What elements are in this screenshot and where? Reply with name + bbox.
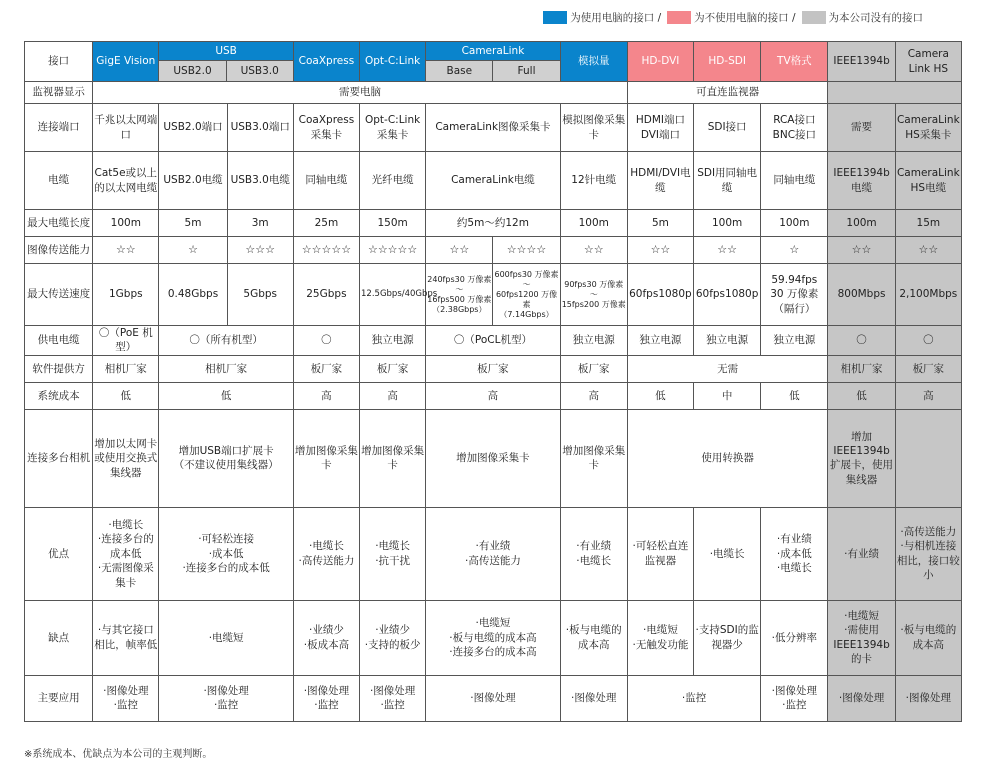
- bullet-item: ·与其它接口相比，帧率低: [94, 624, 158, 651]
- bullet-item: ·板与电缆的成本高: [449, 631, 537, 644]
- speed-cl-full-line: 600fps30 万像素: [494, 269, 559, 279]
- header-tv: TV格式: [761, 42, 828, 82]
- cost-clhs: 高: [895, 382, 961, 409]
- header-gige: GigE Vision: [93, 42, 159, 82]
- row-label: 软件提供方: [25, 355, 93, 382]
- image-cl-full: ☆☆☆☆: [493, 237, 560, 264]
- bullet-item: ·电缆长: [308, 540, 344, 553]
- bullet-item: ·图像处理: [203, 684, 249, 697]
- row-multi: [25, 409, 962, 507]
- software-analog: 板厂家: [560, 355, 627, 382]
- cable-cl: CameraLink电缆: [426, 152, 560, 210]
- row-label: 主要应用: [25, 675, 93, 721]
- bullet-item: ·电缆短: [208, 631, 244, 644]
- bullet-item: ·需使用IEEE1394b的卡: [833, 624, 890, 666]
- power-optc: 独立电源: [360, 326, 426, 356]
- row-label: 系统成本: [25, 382, 93, 409]
- length-gige: 100m: [93, 210, 159, 237]
- apps-clhs: [895, 675, 961, 721]
- length-usb3: 3m: [227, 210, 293, 237]
- bullet-item: ·成本低: [776, 547, 812, 560]
- cable-coax: 同轴电缆: [293, 152, 359, 210]
- row-port: [25, 104, 962, 152]
- cons-tv: [761, 600, 828, 675]
- legend-nopc-label: 为不使用电脑的接口 /: [694, 12, 796, 24]
- legend-swatch-nopc: [667, 11, 691, 24]
- row-pros: [25, 507, 962, 600]
- cost-optc: 高: [360, 382, 426, 409]
- cost-analog: 高: [560, 382, 627, 409]
- bullet-item: ·电缆短: [643, 624, 678, 637]
- cost-coax: 高: [293, 382, 359, 409]
- image-hddvi: ☆☆: [627, 237, 693, 264]
- apps-coax: [293, 675, 359, 721]
- bullet-item: ·有业绩: [776, 533, 812, 546]
- image-usb2: ☆: [159, 237, 227, 264]
- bullet-item: ·连接多台的成本高: [449, 646, 537, 659]
- cable-usb3: USB3.0电缆: [227, 152, 293, 210]
- speed-usb3: 5Gbps: [227, 264, 293, 326]
- header-cameralink: [426, 42, 560, 82]
- speed-analog: [560, 264, 627, 326]
- bullet-item: ·监控: [782, 699, 807, 712]
- speed-cl-full-line: （7.14Gbps）: [499, 309, 554, 319]
- image-ieee: ☆☆: [828, 237, 895, 264]
- cons-cl: [426, 600, 560, 675]
- cable-tv: 同轴电缆: [761, 152, 828, 210]
- apps-display: [627, 675, 760, 721]
- bullet-item: ·电缆短: [475, 617, 511, 630]
- bullet-item: ·支持的板少: [364, 638, 421, 651]
- bullet-item: ·支持SDI的监视器少: [695, 624, 759, 651]
- speed-hdsdi: 60fps1080p: [694, 264, 761, 326]
- cable-clhs: CameraLink HS电缆: [895, 152, 961, 210]
- header-row: [25, 42, 962, 82]
- bullet-item: ·图像处理: [303, 684, 350, 697]
- multi-ieee: 增加IEEE1394b扩展卡，使用集线器: [828, 409, 895, 507]
- legend-swatch-none: [802, 11, 826, 24]
- bullet-item: ·有业绩: [844, 547, 879, 560]
- apps-tv: [761, 675, 828, 721]
- apps-analog: [560, 675, 627, 721]
- software-ieee: 相机厂家: [828, 355, 895, 382]
- cons-gige: [93, 600, 159, 675]
- length-hdsdi: 100m: [694, 210, 761, 237]
- bullet-item: ·与相机连接相比，接口较小: [896, 540, 960, 582]
- speed-usb2: 0.48Gbps: [159, 264, 227, 326]
- header-cl-title: CameraLink: [426, 42, 559, 61]
- color-legend: [543, 10, 929, 25]
- length-optc: 150m: [360, 210, 426, 237]
- row-label: 电缆: [25, 152, 93, 210]
- bullet-item: ·图像处理: [369, 684, 416, 697]
- cable-analog: 12针电缆: [560, 152, 627, 210]
- cons-hdsdi: [694, 600, 761, 675]
- bullet-item: ·监控: [380, 699, 405, 712]
- cons-hddvi: [627, 600, 693, 675]
- power-tv: 独立电源: [761, 326, 828, 356]
- header-usb: [159, 42, 293, 82]
- bullet-item: ·无触发功能: [632, 638, 689, 651]
- header-interface: 接口: [25, 42, 93, 82]
- power-cl: 〇（PoCL机型）: [426, 326, 560, 356]
- apps-ieee: [828, 675, 895, 721]
- bullet-item: ·电缆长: [776, 562, 812, 575]
- legend-swatch-pc: [543, 11, 567, 24]
- bullet-item: ·业绩少: [375, 624, 411, 637]
- pros-analog: [560, 507, 627, 600]
- pros-optc: [360, 507, 426, 600]
- cable-hdsdi: SDI用同轴电缆: [694, 152, 761, 210]
- cons-ieee: [828, 600, 895, 675]
- power-clhs: 〇: [895, 326, 961, 356]
- apps-gige: [93, 675, 159, 721]
- cable-optc: 光纤电缆: [360, 152, 426, 210]
- image-coax: ☆☆☆☆☆: [293, 237, 359, 264]
- speed-cl-full-line: 60fps1200 万像素: [495, 289, 558, 309]
- bullet-item: ·业绩少: [308, 624, 344, 637]
- cable-hddvi: HDMI/DVI电缆: [627, 152, 693, 210]
- header-ieee: IEEE1394b: [828, 42, 895, 82]
- bullet-item: ·图像处理: [103, 684, 149, 697]
- port-usb3: USB3.0端口: [227, 104, 293, 152]
- row-label: 供电电缆: [25, 326, 93, 356]
- image-cl-base: ☆☆: [426, 237, 493, 264]
- port-usb2: USB2.0端口: [159, 104, 227, 152]
- row-cons: [25, 600, 962, 675]
- row-power: [25, 326, 962, 356]
- header-usb2: USB2.0: [159, 61, 226, 81]
- row-label: 监视器显示: [25, 82, 93, 104]
- monitor-direct: 可直连监视器: [627, 82, 828, 104]
- bullet-item: ·图像处理: [905, 692, 951, 705]
- multi-optc: 增加图像采集卡: [360, 409, 426, 507]
- bullet-item: ·监控: [314, 699, 339, 712]
- speed-optc: 12.5Gbps/40Gbps: [360, 264, 426, 326]
- cons-optc: [360, 600, 426, 675]
- row-cost: [25, 382, 962, 409]
- speed-tv-line: 30 万像素: [770, 288, 819, 301]
- bullet-item: ·高传送能力: [900, 526, 957, 538]
- row-label: 优点: [25, 507, 93, 600]
- bullet-item: ·可轻松连接: [198, 533, 255, 546]
- cons-clhs: [895, 600, 961, 675]
- cable-usb2: USB2.0电缆: [159, 152, 227, 210]
- port-analog: 模拟图像采集卡: [560, 104, 627, 152]
- software-coax: 板厂家: [293, 355, 359, 382]
- speed-tv-line: 59.94fps: [771, 273, 818, 286]
- header-hdsdi: HD-SDI: [694, 42, 761, 82]
- image-gige: ☆☆: [93, 237, 159, 264]
- bullet-item: ·连接多台的成本低: [97, 533, 154, 560]
- multi-cl: 增加图像采集卡: [426, 409, 560, 507]
- row-image: [25, 237, 962, 264]
- software-optc: 板厂家: [360, 355, 426, 382]
- cost-cl: 高: [426, 382, 560, 409]
- bullet-item: ·可轻松直连监视器: [632, 540, 689, 567]
- image-usb3: ☆☆☆: [227, 237, 293, 264]
- header-usb-sub: [159, 61, 292, 81]
- power-gige: 〇（PoE 机型）: [93, 326, 159, 356]
- bullet-item: ·电缆短: [844, 610, 879, 622]
- pros-tv: [761, 507, 828, 600]
- bullet-item: ·成本低: [208, 547, 244, 560]
- image-analog: ☆☆: [560, 237, 627, 264]
- power-usb: 〇（所有机型）: [159, 326, 293, 356]
- length-analog: 100m: [560, 210, 627, 237]
- pros-usb: [159, 507, 293, 600]
- bullet-item: ·电缆长: [375, 540, 411, 553]
- length-hddvi: 5m: [627, 210, 693, 237]
- bullet-item: ·板与电缆的成本高: [565, 624, 622, 651]
- length-coax: 25m: [293, 210, 359, 237]
- bullet-item: ·低分辨率: [771, 631, 817, 644]
- speed-analog-line: 15fps200 万像素: [561, 299, 626, 309]
- image-tv: ☆: [761, 237, 828, 264]
- apps-optc: [360, 675, 426, 721]
- apps-usb: [159, 675, 293, 721]
- row-software: [25, 355, 962, 382]
- speed-analog-line: ～: [589, 289, 598, 299]
- pros-hddvi: [627, 507, 693, 600]
- speed-ieee: 800Mbps: [828, 264, 895, 326]
- speed-hddvi: 60fps1080p: [627, 264, 693, 326]
- row-label: 连接端口: [25, 104, 93, 152]
- bullet-item: ·抗干扰: [375, 554, 411, 567]
- header-hddvi: HD-DVI: [627, 42, 693, 82]
- header-optc: Opt-C:Link: [360, 42, 426, 82]
- footnote: ※系统成本、优缺点为本公司的主观判断。: [24, 749, 213, 760]
- cost-tv: 低: [761, 382, 828, 409]
- cons-analog: [560, 600, 627, 675]
- bullet-item: ·板成本高: [303, 638, 350, 651]
- speed-cl-base-line: （2.38Gbps）: [432, 304, 487, 314]
- speed-coax: 25Gbps: [293, 264, 359, 326]
- bullet-item: ·有业绩: [576, 540, 612, 553]
- length-ieee: 100m: [828, 210, 895, 237]
- port-hdsdi: SDI接口: [694, 104, 761, 152]
- speed-cl-base-line: 16fps500 万像素: [427, 294, 492, 304]
- bullet-item: ·监控: [213, 699, 239, 712]
- pros-cl: [426, 507, 560, 600]
- software-usb: 相机厂家: [159, 355, 293, 382]
- pros-gige: [93, 507, 159, 600]
- speed-cl-base-line: 240fps30 万像素: [427, 274, 492, 284]
- bullet-item: ·电缆长: [108, 518, 144, 531]
- multi-gige: 增加以太网卡或使用交换式集线器: [93, 409, 159, 507]
- power-hddvi: 独立电源: [627, 326, 693, 356]
- port-cl: CameraLink图像采集卡: [426, 104, 560, 152]
- length-clhs: 15m: [895, 210, 961, 237]
- speed-tv-line: （隔行）: [773, 302, 816, 315]
- speed-tv: [761, 264, 828, 326]
- monitor-pc: 需要电脑: [93, 82, 628, 104]
- multi-usb-line: （不建议使用集线器）: [173, 459, 279, 472]
- apps-cl: [426, 675, 560, 721]
- multi-coax: 增加图像采集卡: [293, 409, 359, 507]
- bullet-item: ·电缆长: [709, 547, 745, 560]
- cons-coax: [293, 600, 359, 675]
- bullet-item: ·图像处理: [470, 692, 516, 705]
- pros-coax: [293, 507, 359, 600]
- cost-ieee: 低: [828, 382, 895, 409]
- port-gige: 千兆以太网端口: [93, 104, 159, 152]
- row-label: 图像传送能力: [25, 237, 93, 264]
- row-label: 缺点: [25, 600, 93, 675]
- software-clhs: 板厂家: [895, 355, 961, 382]
- bullet-item: ·板与电缆的成本高: [900, 624, 957, 651]
- header-coax: CoaXpress: [293, 42, 359, 82]
- port-tv: RCA接口BNC接口: [761, 104, 828, 152]
- software-cl: 板厂家: [426, 355, 560, 382]
- cable-gige: Cat5e或以上的以太网电缆: [93, 152, 159, 210]
- port-ieee: 需要: [828, 104, 895, 152]
- length-tv: 100m: [761, 210, 828, 237]
- header-usb3: USB3.0: [227, 61, 293, 81]
- bullet-item: ·监控: [681, 692, 707, 705]
- multi-display: 使用转换器: [627, 409, 828, 507]
- power-ieee: 〇: [828, 326, 895, 356]
- cons-usb: [159, 600, 293, 675]
- row-monitor: [25, 82, 962, 104]
- speed-gige: 1Gbps: [93, 264, 159, 326]
- bullet-item: ·图像处理: [838, 692, 885, 705]
- bullet-item: ·有业绩: [475, 540, 511, 553]
- power-hdsdi: 独立电源: [694, 326, 761, 356]
- bullet-item: ·电缆长: [576, 554, 612, 567]
- image-clhs: ☆☆: [895, 237, 961, 264]
- speed-analog-line: 90fps30 万像素: [564, 279, 624, 289]
- speed-cl-base: [426, 264, 493, 326]
- multi-analog: 增加图像采集卡: [560, 409, 627, 507]
- software-display: 无需: [627, 355, 828, 382]
- port-optc: Opt-C:Link采集卡: [360, 104, 426, 152]
- row-label: 最大传送速度: [25, 264, 93, 326]
- row-length: [25, 210, 962, 237]
- row-label: 最大电缆长度: [25, 210, 93, 237]
- interface-comparison-table: [24, 41, 962, 722]
- power-coax: 〇: [293, 326, 359, 356]
- speed-clhs: 2,100Mbps: [895, 264, 961, 326]
- cost-usb: 低: [159, 382, 293, 409]
- cost-hddvi: 低: [627, 382, 693, 409]
- monitor-none: [828, 82, 962, 104]
- row-label: 连接多台相机: [25, 409, 93, 507]
- bullet-item: ·高传送能力: [465, 554, 521, 567]
- power-analog: 独立电源: [560, 326, 627, 356]
- speed-cl-base-line: ～: [455, 284, 464, 294]
- image-optc: ☆☆☆☆☆: [360, 237, 426, 264]
- pros-clhs: [895, 507, 961, 600]
- header-analog: 模拟量: [560, 42, 627, 82]
- port-coax: CoaXpress采集卡: [293, 104, 359, 152]
- header-cl-base: Base: [426, 61, 493, 81]
- header-usb-title: USB: [159, 42, 292, 61]
- bullet-item: ·连接多台的成本低: [182, 562, 270, 575]
- port-hddvi: HDMI端口DVI端口: [627, 104, 693, 152]
- row-cable: [25, 152, 962, 210]
- cable-ieee: IEEE1394b电缆: [828, 152, 895, 210]
- header-clhs: Camera Link HS: [895, 42, 961, 82]
- legend-pc-label: 为使用电脑的接口 /: [570, 12, 662, 24]
- header-cl-sub: [426, 61, 559, 81]
- port-clhs: CameraLink HS采集卡: [895, 104, 961, 152]
- bullet-item: ·图像处理: [571, 692, 617, 705]
- legend-none-label: 为本公司没有的接口: [828, 12, 923, 24]
- length-cl: 约5m～约12m: [426, 210, 560, 237]
- speed-cl-full-line: ～: [522, 279, 531, 289]
- header-cl-full: Full: [493, 61, 559, 81]
- pros-hdsdi: [694, 507, 761, 600]
- length-usb2: 5m: [159, 210, 227, 237]
- image-hdsdi: ☆☆: [694, 237, 761, 264]
- multi-clhs: [895, 409, 961, 507]
- bullet-item: ·图像处理: [771, 684, 817, 697]
- pros-ieee: [828, 507, 895, 600]
- row-apps: [25, 675, 962, 721]
- speed-cl-full: [493, 264, 560, 326]
- bullet-item: ·高传送能力: [298, 554, 355, 567]
- cost-hdsdi: 中: [694, 382, 761, 409]
- bullet-item: ·无需图像采集卡: [97, 562, 154, 589]
- bullet-item: ·监控: [113, 699, 138, 712]
- cost-gige: 低: [93, 382, 159, 409]
- multi-usb-line: 增加USB端口扩展卡: [178, 444, 274, 457]
- row-speed: [25, 264, 962, 326]
- software-gige: 相机厂家: [93, 355, 159, 382]
- multi-usb: [159, 409, 293, 507]
